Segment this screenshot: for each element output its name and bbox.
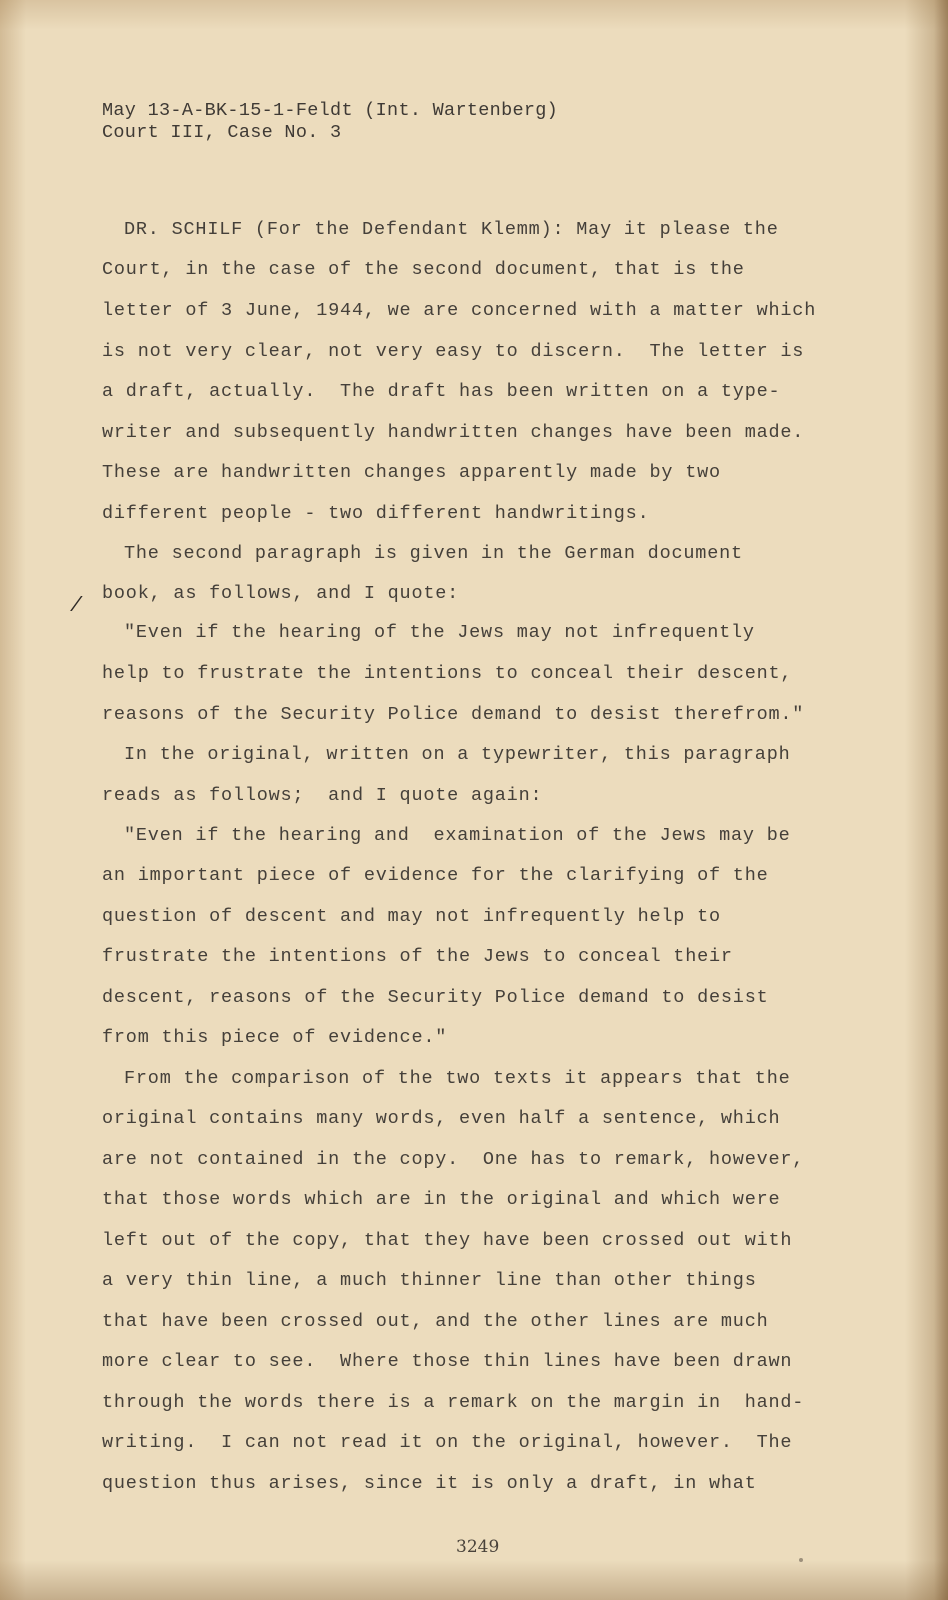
- body-line: that have been crossed out, and the other lines are much: [102, 1311, 769, 1332]
- header-line-2: Court III, Case No. 3: [102, 122, 342, 143]
- body-line: letter of 3 June, 1944, we are concerned with a matter which: [102, 300, 817, 321]
- body-line: more clear to see. Where those thin lines have been drawn: [102, 1351, 793, 1372]
- body-line: Court, in the case of the second document, that is the: [102, 259, 745, 280]
- body-line: original contains many words, even half a sentence, which: [102, 1108, 781, 1129]
- margin-mark: /: [70, 595, 83, 618]
- ink-smudge: [799, 1558, 803, 1562]
- body-line: book, as follows, and I quote:: [102, 583, 460, 604]
- body-line: frustrate the intentions of the Jews to conceal their: [102, 946, 733, 967]
- body-line: an important piece of evidence for the clarifying of the: [102, 865, 769, 886]
- body-line: different people - two different handwritings.: [102, 503, 650, 524]
- body-line: from this piece of evidence.": [102, 1027, 448, 1048]
- body-line: reads as follows; and I quote again:: [102, 785, 543, 806]
- body-line: From the comparison of the two texts it appears that the: [124, 1068, 791, 1089]
- body-line: help to frustrate the intentions to conceal their descent,: [102, 663, 793, 684]
- body-line: question of descent and may not infrequently help to: [102, 906, 721, 927]
- body-line: that those words which are in the original and which were: [102, 1189, 781, 1210]
- page-number: 3249: [456, 1537, 500, 1557]
- body-line: a draft, actually. The draft has been written on a type-: [102, 381, 781, 402]
- body-line: are not contained in the copy. One has to remark, however,: [102, 1149, 805, 1170]
- body-line: "Even if the hearing and examination of the Jews may be: [124, 825, 791, 846]
- body-line: descent, reasons of the Security Police demand to desist: [102, 987, 769, 1008]
- body-line: question thus arises, since it is only a draft, in what: [102, 1473, 757, 1494]
- body-line: is not very clear, not very easy to discern. The letter is: [102, 341, 805, 362]
- body-line: writing. I can not read it on the original, however. The: [102, 1432, 793, 1453]
- body-line: DR. SCHILF (For the Defendant Klemm): May it please the: [124, 219, 779, 240]
- page-edge-shadow: [934, 0, 948, 1600]
- document-header: [102, 100, 558, 144]
- body-line: through the words there is a remark on the margin in hand-: [102, 1392, 805, 1413]
- body-line: left out of the copy, that they have been crossed out with: [102, 1230, 793, 1251]
- body-line: a very thin line, a much thinner line than other things: [102, 1270, 757, 1291]
- body-line: "Even if the hearing of the Jews may not infrequently: [124, 622, 755, 643]
- body-line: reasons of the Security Police demand to desist therefrom.": [102, 704, 805, 725]
- body-line: The second paragraph is given in the German document: [124, 543, 743, 564]
- body-line: writer and subsequently handwritten changes have been made.: [102, 422, 805, 443]
- body-line: These are handwritten changes apparently made by two: [102, 462, 721, 483]
- header-line-1: May 13-A-BK-15-1-Feldt (Int. Wartenberg): [102, 100, 559, 121]
- body-line: In the original, written on a typewriter, this paragraph: [124, 744, 791, 765]
